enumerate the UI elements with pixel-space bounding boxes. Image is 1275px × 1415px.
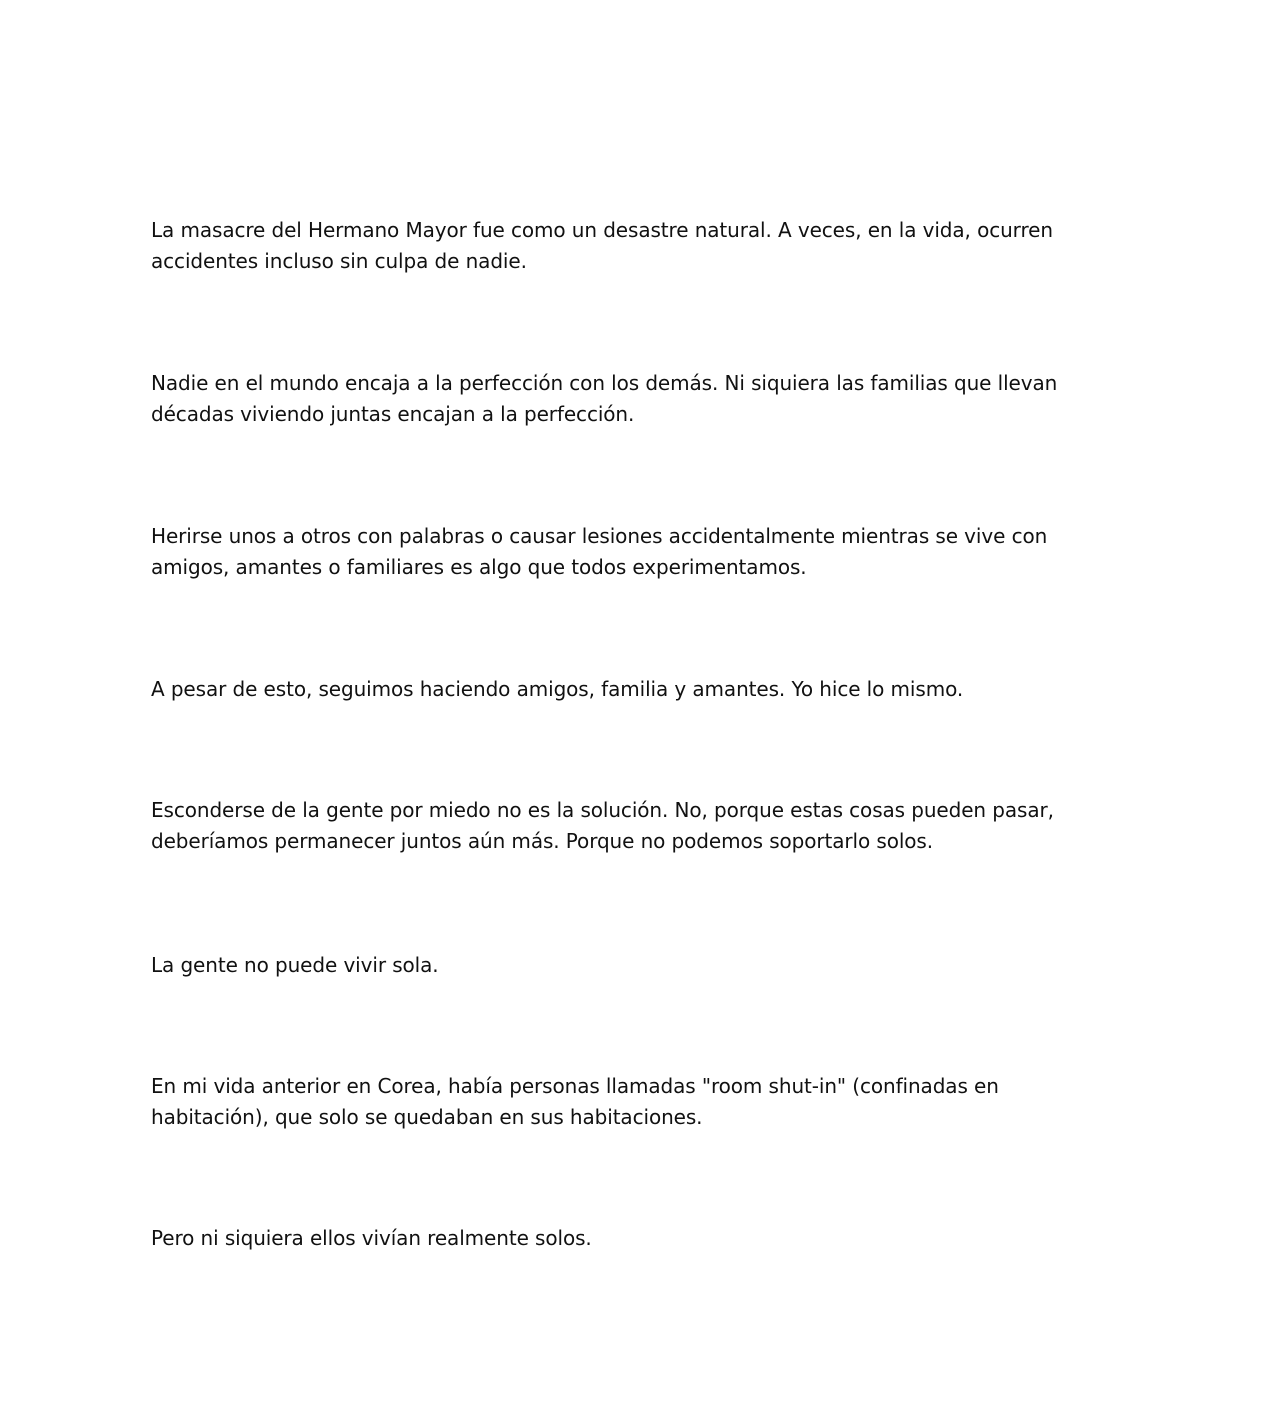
paragraph — [151, 1071, 1081, 1132]
paragraph — [151, 674, 1081, 705]
paragraph — [151, 521, 1081, 582]
text-line: Herirse unos a otros con palabras o causar lesiones accidentalmente mientras se vive con — [151, 524, 1048, 548]
text-line: amigos, amantes o familiares es algo que todos experimentamos. — [151, 554, 807, 579]
text-line: décadas viviendo juntas encajan a la perfección. — [151, 401, 635, 426]
text-line: En mi vida anterior en Corea, había personas llamadas "room shut-in" (confinadas en — [151, 1074, 999, 1098]
text-line: Esconderse de la gente por miedo no es la solución. No, porque estas cosas pueden pasar, — [151, 798, 1054, 822]
paragraph — [151, 795, 1081, 856]
text-line: habitación), que solo se quedaban en sus habitaciones. — [151, 1104, 703, 1129]
paragraph — [151, 368, 1081, 429]
paragraph — [151, 950, 1081, 981]
text-line: accidentes incluso sin culpa de nadie. — [151, 248, 527, 273]
text-line: deberíamos permanecer juntos aún más. Porque no podemos soportarlo solos. — [151, 828, 933, 853]
text-line: La masacre del Hermano Mayor fue como un desastre natural. A veces, en la vida, ocurren — [151, 218, 1053, 242]
text-line: A pesar de esto, seguimos haciendo amigos, familia y amantes. Yo hice lo mismo. — [151, 677, 964, 701]
paragraph — [151, 1223, 1081, 1254]
text-line: Pero ni siquiera ellos vivían realmente solos. — [151, 1226, 592, 1250]
text-line: La gente no puede vivir sola. — [151, 953, 439, 977]
text-line: Nadie en el mundo encaja a la perfección con los demás. Ni siquiera las familias que llevan — [151, 371, 1058, 395]
paragraph — [151, 215, 1081, 276]
